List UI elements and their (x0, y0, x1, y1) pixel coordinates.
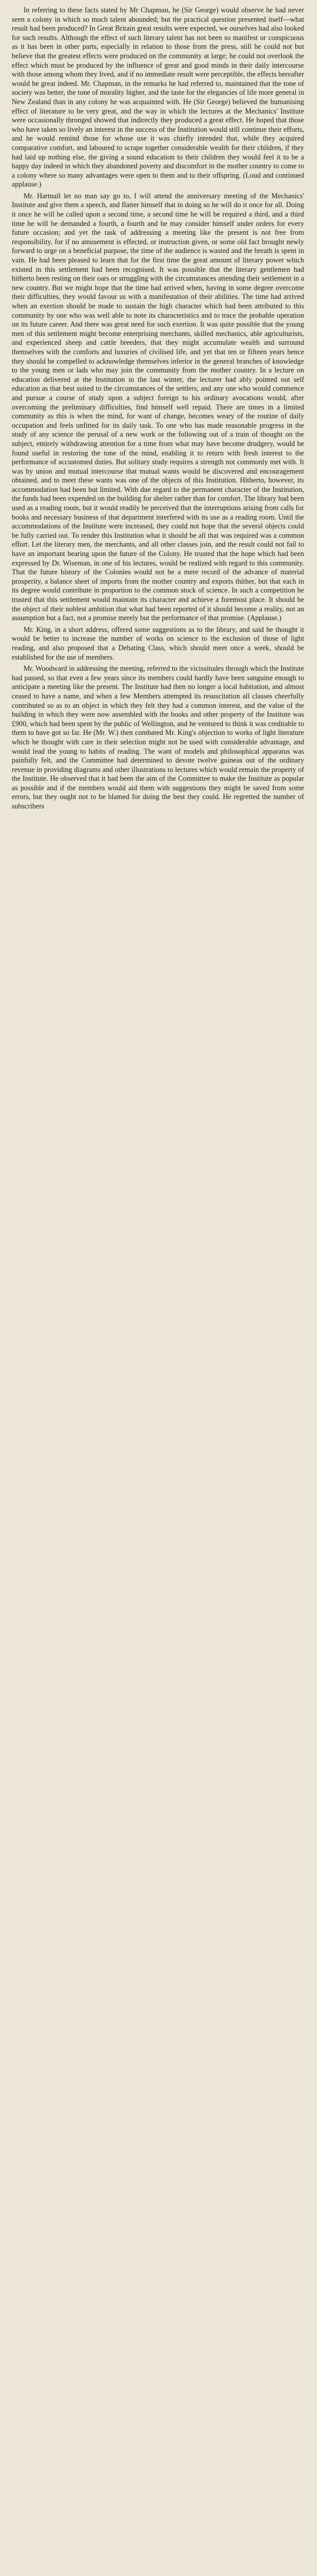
paragraph-mr-woodward-speech: Mr. Woodward in addressing the meeting, referred to the vicissitudes through which the Institute had passed, so that even a few years since its members could hardly have been sanguine enough to anticipate a meeting like the present. The Institute had then no longer a local habitation, and almost ceased to have a name, and when a few Members attempted its resuscitation all classes cheerfully contributed so as to an object in which they felt they had a common interest, and the value of the building in which they were now assembled with the books and other property of the Institute was £900, which had been spent by the public of Wellington, and he ventured to think it was creditable to them to have got so far. He (Mr. W.) then combated Mr. King's objection to works of light literature which he thought with care in their selection might not be used with considerable advantage, and would lead the young to habits of reading. The want of models and philosophical apparatus was painfully felt, and the Committee had determined to devote twelve guineas out of the ordinary revenue in providing diagrams and other illustrations to lectures which would remain the property of the Institute. He observed that it had been the aim of the Committee to make the Institute as popular as possible and if the members would aid them with suggestions they might be saved from some errors, but they ought not to be blamed for doing the best they could. He regretted the number of subscribers (12, 664, 304, 811)
paragraph-mr-king-speech: Mr. King, in a short address, offered some suggestions as to the library, and said he thought it would be better to increase the number of works on science to the exclusion of those of light reading, and also proposed that a Debating Class, which should meet once a week, should be established for the use of members. (12, 625, 304, 661)
paragraph-sir-george-speech: In referring to these facts stated by Mr Chapman, he (Sir George) would observe he had never seen a colony in which so much talent abounded; but the practical question presented itself—what result had been produced? In Great Britain great results were expected, we ourselves had also looked for such results. Although the effect of such literary talent has not been so manifest or conspicuous as it has been in other parts, especially in relation to those from the press, still he could not but believe that the greatest effects were produced on the community at large; he could not overlook the effect which must be produced by the influence of great and good minds in their daily intercourse with those among whom they lived, and if no immediate result were perceptible, the effects hereafter would be great indeed. Mr. Chapman, in the remarks he had referred to, maintained that the tone of society was better, the tone of morality higher, and the taste for the elegancies of life more general in New Zealand than in any colony he was acquainted with. He (Sir George) believed the humanising effect of literature to be very great, and the way in which the lectures at the Mechanics' Institute were occasionally thronged showed that indirectly they produced a great effect. He hoped that those who have taken so lively an interest in the success of the Institution would still continue their efforts, and he would remind those for whose use it was chiefly intended that, while they acquired comparative comfort, and laboured to scrape together considerable wealth for their children, if they had laid up nothing else, the giving a sound education to their children they would feel it to be a happy day indeed in which they abandoned poverty and discomfort in the mother country to come to a colony where so many advantages were open to them and to their offspring. (Loud and continued applause.) (12, 6, 304, 189)
paragraph-mr-hartnall-speech: Mr. Hartnall let no man say go to, I will attend the anniversary meeting of the Mechanics' Institute and give them a speech, and flatter himself that in doing so he will do it once for all. Doing it once he will be called upon a second time, a second time he will be required a third, and a third time he will be demanded a fourth, a fourth and he may consider himself under orders for every future occasion; and yet the task of addressing a meeting like the present is not free from responsibility, for if no amusement is effected, or instruction given, or some old fact brought newly forward to urge on a beneficial purpose, the time of the audience is wasted and the breath is spent in vain. He had been pleased to learn that for the first time the great amount of literary power which existed in this settlement had been recognised. It was possible that the literary gentlemen had hitherto been resting on their oars or struggling with the circumstances attending their settlement in a new country. But we might hope that the time had arrived when, having in some degree overcome their difficulties, they would favour us with a manifestation of their abilities. The time had arrived when an exertion should be made to sustain the high character which had been attributed to this community by one who was well able to note its characteristics and to trace the probable operation on its future career. And there was great need for such exertion. It was quite possible that the young men of this settlement might become enterprising merchants, skilled mechanics, able agriculturists, and experienced sheep and cattle breeders, that they might accumulate wealth and surround themselves with the comforts and luxuries of civilised life, and yet that ten or fifteen years hence they should be compelled to acknowledge themselves inferior in the general branches of knowledge to the young men or lads who may join the community from the mother country. In a lecture on education delivered at the Institution in the last winter, the lecturer had ably pointed out self education as that best suited to the circumstances of the settlers; and any one who would commence and pursue a course of study upon a subject foreign to his ordinary avocations would, after overcoming the preliminary difficulties, find himself well repaid. There are times in a limited community as this is when the mind, for want of change, becomes weary of the routine of daily occupation and feels unfitted for its daily task. To one who has made reasonable progress in the study of any science the perusal of a new work or the following out of a train of thought on the subject, entirely withdrawing attention for a time from what may have become drudgery, would be found useful in restoring the tone of the mind, enabling it to return with fresh interest to the performance of accustomed duties. But solitary study requires a strength not commonly met with. It was by union and mutual intercourse that mutual wants would be discovered and encouragement obtained, and to meet these wants was one of the objects of this Institution. Hitherto, however, its accommodation had been but limited. With due regard to the permanent character of the Institution, the funds had been expended on the building for shelter rather than for comfort. The library had been used as a reading room, but it would readily be perceived that the interruptions arising from calls for books and necessary business of that department interfered with its use as a reading room. Until the accommodations of the Institute were increased, they could not hope that the several objects could be fully carried out. To render this Institution what it should be all that was required was a common effort. Let the literary men, the merchants, and all other classes join, and the result could not fail to have an important bearing upon the future of the Colony. He trusted that the hope which had been expressed by Dr. Wiseman, in one of his lectures, would be realized with regard to this community. That the future history of the Colonies would not be a mere record of the advance of material prosperity, a balance sheet of imports from the mother country and exports thither, but that each in its degree would contribute in proportion to the common stock of science. In such a competition he trusted that this settlement would maintain its character and achieve a foremost place. It should be the object of their noblest ambition that what had been reported of it should become a reality, not an assumption but a fact, not a promise merely but the performance of that promise. (Applause.) (12, 191, 304, 623)
